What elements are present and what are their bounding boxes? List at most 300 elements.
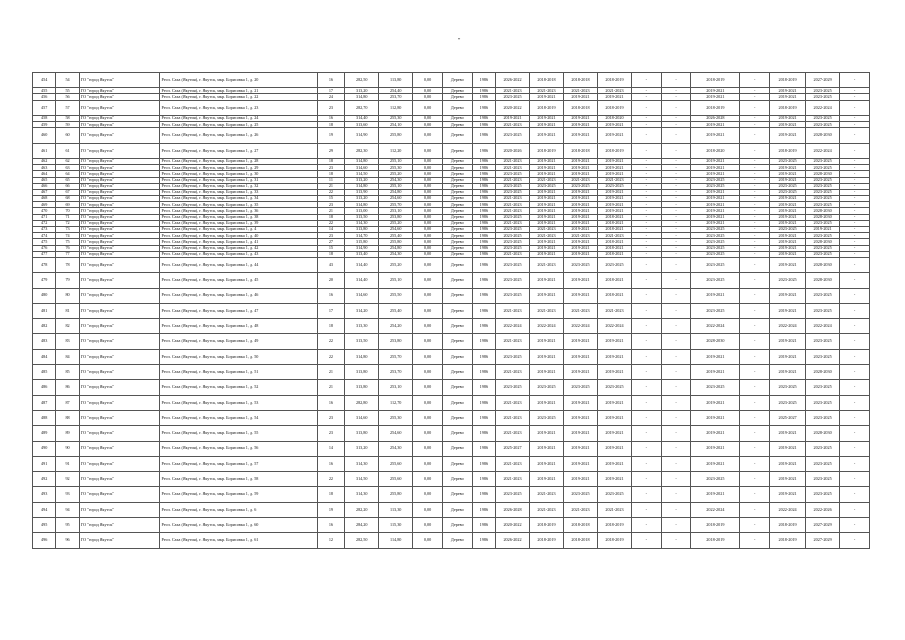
- table-cell: 1986: [472, 533, 495, 548]
- table-cell: ГО "город Якутск": [79, 115, 160, 121]
- table-cell: -: [840, 533, 870, 548]
- table-cell: -: [740, 183, 770, 189]
- table-cell: -: [840, 233, 870, 239]
- table-cell: 0,00: [413, 202, 443, 208]
- table-cell: -: [661, 245, 691, 251]
- table-cell: -: [840, 115, 870, 121]
- table-cell: 16: [317, 73, 345, 88]
- table-cell: 2019-2021: [770, 456, 806, 471]
- table-cell: -: [740, 410, 770, 425]
- table-cell: 2023-2025: [806, 395, 840, 410]
- table-cell: 459: [33, 122, 56, 128]
- table-cell: 2019-2021: [564, 158, 598, 164]
- table-cell: 254,80: [379, 245, 413, 251]
- table-cell: 313,30: [345, 319, 379, 334]
- table-cell: 454: [33, 73, 56, 88]
- table-cell: 2021-2023: [530, 487, 564, 502]
- table-cell: 1986: [472, 303, 495, 318]
- table-cell: 1986: [472, 288, 495, 303]
- table-cell: 112,20: [379, 143, 413, 158]
- table-cell: 2021-2023: [496, 165, 530, 171]
- table-cell: 0,00: [413, 303, 443, 318]
- table-cell: 2019-2021: [530, 441, 564, 456]
- table-cell: 255,20: [379, 257, 413, 272]
- table-cell: 463: [33, 165, 56, 171]
- table-row: [33, 288, 870, 303]
- table-cell: ГО "город Якутск": [79, 257, 160, 272]
- table-cell: -: [740, 472, 770, 487]
- table-cell: ГО "город Якутск": [79, 410, 160, 425]
- table-cell: ГО "город Якутск": [79, 365, 160, 380]
- table-cell: 2021-2023: [496, 472, 530, 487]
- table-cell: 313,80: [345, 227, 379, 233]
- table-cell: -: [661, 73, 691, 88]
- table-cell: -: [661, 303, 691, 318]
- table-cell: 2023-2025: [806, 189, 840, 195]
- table-cell: 2019-2021: [770, 196, 806, 202]
- table-cell: ГО "город Якутск": [79, 273, 160, 288]
- table-cell: 314,60: [345, 410, 379, 425]
- table-cell: 2019-2021: [770, 334, 806, 349]
- table-cell: 23: [317, 233, 345, 239]
- table-cell: -: [631, 456, 661, 471]
- table-cell: Респ. Саха (Якутия), г. Якутск, мкр. Борисовка 1, д. 32: [160, 183, 317, 189]
- table-cell: 2027-2029: [806, 533, 840, 548]
- table-cell: -: [661, 517, 691, 532]
- table-cell: -: [661, 122, 691, 128]
- table-cell: -: [840, 143, 870, 158]
- table-row: [33, 410, 870, 425]
- table-cell: 90: [56, 441, 79, 456]
- table-cell: 23: [317, 100, 345, 115]
- table-cell: 313,80: [345, 380, 379, 395]
- table-cell: 255,20: [379, 171, 413, 177]
- table-cell: 2018-2019: [770, 73, 806, 88]
- table-cell: 1986: [472, 189, 495, 195]
- table-cell: 63: [56, 165, 79, 171]
- table-cell: 2018-2021: [597, 288, 631, 303]
- table-cell: 2021-2023: [496, 410, 530, 425]
- table-cell: 255,30: [379, 410, 413, 425]
- table-cell: 112,80: [379, 100, 413, 115]
- table-cell: 65: [56, 177, 79, 183]
- table-cell: -: [840, 94, 870, 100]
- table-cell: 70: [56, 208, 79, 214]
- table-cell: 0,00: [413, 319, 443, 334]
- table-cell: Дерево: [442, 202, 472, 208]
- table-cell: 2022-2024: [770, 319, 806, 334]
- table-cell: 255,40: [379, 233, 413, 239]
- table-cell: 85: [56, 365, 79, 380]
- table-cell: -: [631, 143, 661, 158]
- table-cell: ГО "город Якутск": [79, 380, 160, 395]
- table-cell: 2019-2021: [530, 273, 564, 288]
- table-cell: -: [661, 472, 691, 487]
- table-cell: 2023-2025: [806, 456, 840, 471]
- table-cell: 254,30: [379, 251, 413, 257]
- table-cell: 2027-2029: [806, 73, 840, 88]
- table-cell: -: [840, 171, 870, 177]
- table-cell: 2019-2021: [770, 426, 806, 441]
- table-cell: 1986: [472, 183, 495, 189]
- table-cell: 0,00: [413, 100, 443, 115]
- table-cell: -: [840, 227, 870, 233]
- table-cell: 2019-2021: [691, 94, 740, 100]
- table-cell: Респ. Саха (Якутия), г. Якутск, мкр. Борисовка 1, д. 59: [160, 487, 317, 502]
- table-cell: 92: [56, 472, 79, 487]
- table-cell: 1986: [472, 100, 495, 115]
- table-cell: 253,70: [379, 94, 413, 100]
- table-cell: 2018-2019: [597, 143, 631, 158]
- table-cell: 2019-2021: [770, 122, 806, 128]
- table-cell: Респ. Саха (Якутия), г. Якутск, мкр. Борисовка 1, д. 34: [160, 196, 317, 202]
- table-cell: -: [840, 128, 870, 143]
- table-cell: 22: [317, 189, 345, 195]
- table-cell: 2019-2021: [597, 189, 631, 195]
- table-cell: 83: [56, 334, 79, 349]
- table-cell: 2021-2023: [496, 395, 530, 410]
- table-cell: -: [740, 208, 770, 214]
- table-cell: 2019-2021: [530, 365, 564, 380]
- table-cell: 314,40: [345, 273, 379, 288]
- table-cell: Респ. Саха (Якутия), г. Якутск, мкр. Борисовка 1, д. 55: [160, 426, 317, 441]
- table-cell: -: [740, 245, 770, 251]
- table-cell: 2021-2023: [496, 456, 530, 471]
- table-cell: 1986: [472, 171, 495, 177]
- table-cell: 1986: [472, 115, 495, 121]
- table-cell: ГО "город Якутск": [79, 177, 160, 183]
- table-cell: 2019-2021: [530, 220, 564, 226]
- table-cell: -: [661, 239, 691, 245]
- table-cell: 14: [317, 227, 345, 233]
- table-cell: -: [740, 143, 770, 158]
- table-cell: 455: [33, 88, 56, 94]
- table-cell: 1986: [472, 349, 495, 364]
- table-cell: 465: [33, 177, 56, 183]
- table-cell: 2021-2023: [496, 177, 530, 183]
- table-cell: -: [740, 380, 770, 395]
- table-row: [33, 334, 870, 349]
- table-cell: 255,80: [379, 487, 413, 502]
- table-cell: -: [631, 502, 661, 517]
- table-cell: 313,80: [345, 426, 379, 441]
- table-cell: 2021-2023: [496, 202, 530, 208]
- table-cell: 2023-2025: [691, 233, 740, 239]
- table-cell: -: [661, 502, 691, 517]
- table-cell: 1986: [472, 208, 495, 214]
- table-cell: -: [740, 456, 770, 471]
- table-cell: 2021-2023: [564, 88, 598, 94]
- table-row: [33, 273, 870, 288]
- table-cell: -: [740, 319, 770, 334]
- table-cell: 68: [56, 196, 79, 202]
- table-cell: 2019-2021: [597, 365, 631, 380]
- table-cell: -: [840, 273, 870, 288]
- table-cell: 2018-2019: [770, 100, 806, 115]
- table-cell: 2023-2025: [496, 171, 530, 177]
- table-cell: -: [840, 245, 870, 251]
- table-cell: -: [840, 88, 870, 94]
- table-cell: 476: [33, 245, 56, 251]
- table-cell: Дерево: [442, 487, 472, 502]
- table-cell: -: [661, 165, 691, 171]
- table-cell: ГО "город Якутск": [79, 122, 160, 128]
- table-cell: 0,00: [413, 227, 443, 233]
- table-cell: 313,20: [345, 196, 379, 202]
- table-cell: 80: [56, 288, 79, 303]
- table-cell: 2021-2023: [496, 303, 530, 318]
- table-cell: 95: [56, 517, 79, 532]
- table-cell: 2023-2025: [691, 303, 740, 318]
- table-cell: 2019-2021: [564, 220, 598, 226]
- table-cell: -: [840, 349, 870, 364]
- table-cell: Респ. Саха (Якутия), г. Якутск, мкр. Борисовка 1, д. 30: [160, 171, 317, 177]
- table-cell: ГО "город Якутск": [79, 100, 160, 115]
- table-cell: 2023-2025: [496, 273, 530, 288]
- table-cell: 0,00: [413, 189, 443, 195]
- table-cell: 2018-2019: [770, 517, 806, 532]
- table-cell: 2019-2021: [691, 128, 740, 143]
- table-cell: 483: [33, 334, 56, 349]
- table-cell: 21: [317, 208, 345, 214]
- table-cell: 255,10: [379, 158, 413, 164]
- table-cell: 2019-2021: [530, 426, 564, 441]
- table-cell: -: [740, 441, 770, 456]
- table-cell: -: [631, 472, 661, 487]
- table-cell: 0,00: [413, 502, 443, 517]
- table-cell: 2019-2021: [691, 88, 740, 94]
- table-cell: 1986: [472, 257, 495, 272]
- table-cell: 2023-2025: [770, 227, 806, 233]
- table-cell: 2023-2025: [806, 487, 840, 502]
- table-cell: 0,00: [413, 245, 443, 251]
- table-row: [33, 426, 870, 441]
- table-cell: -: [840, 288, 870, 303]
- table-cell: 2019-2021: [564, 472, 598, 487]
- table-cell: 282,50: [345, 533, 379, 548]
- table-cell: 2023-2025: [564, 487, 598, 502]
- table-cell: 2021-2023: [530, 177, 564, 183]
- table-cell: Респ. Саха (Якутия), г. Якутск, мкр. Борисовка 1, д. 39: [160, 220, 317, 226]
- table-cell: ГО "город Якутск": [79, 487, 160, 502]
- table-cell: -: [631, 319, 661, 334]
- table-cell: 2019-2021: [691, 487, 740, 502]
- table-row: [33, 456, 870, 471]
- table-cell: 2021-2023: [496, 122, 530, 128]
- table-cell: 2019-2021: [530, 115, 564, 121]
- table-cell: Респ. Саха (Якутия), г. Якутск, мкр. Борисовка 1, д. 56: [160, 441, 317, 456]
- table-cell: Дерево: [442, 334, 472, 349]
- table-cell: 2019-2021: [691, 122, 740, 128]
- table-cell: 2023-2025: [496, 239, 530, 245]
- table-cell: -: [840, 196, 870, 202]
- table-cell: 2019-2021: [530, 171, 564, 177]
- table-cell: -: [631, 334, 661, 349]
- table-cell: 313,20: [345, 441, 379, 456]
- table-cell: 2023-2025: [806, 410, 840, 425]
- table-cell: Респ. Саха (Якутия), г. Якутск, мкр. Борисовка 1, д. 41: [160, 239, 317, 245]
- table-cell: Респ. Саха (Якутия), г. Якутск, мкр. Борисовка 1, д. 54: [160, 410, 317, 425]
- table-cell: 2023-2025: [806, 303, 840, 318]
- table-cell: Респ. Саха (Якутия), г. Якутск, мкр. Борисовка 1, д. 24: [160, 115, 317, 121]
- table-cell: 489: [33, 426, 56, 441]
- table-cell: 2019-2021: [564, 171, 598, 177]
- table-cell: 2019-2021: [691, 456, 740, 471]
- table-row: [33, 380, 870, 395]
- table-cell: -: [840, 257, 870, 272]
- table-cell: 2019-2021: [530, 158, 564, 164]
- table-cell: 314,90: [345, 128, 379, 143]
- table-cell: 81: [56, 303, 79, 318]
- table-cell: 1986: [472, 456, 495, 471]
- table-cell: -: [840, 319, 870, 334]
- table-cell: -: [661, 183, 691, 189]
- table-cell: 253,80: [379, 214, 413, 220]
- table-cell: -: [661, 288, 691, 303]
- table-cell: 18: [317, 214, 345, 220]
- table-cell: 2022-2024: [806, 143, 840, 158]
- table-cell: 1986: [472, 196, 495, 202]
- table-cell: -: [631, 183, 661, 189]
- table-cell: 485: [33, 365, 56, 380]
- table-cell: 22: [317, 220, 345, 226]
- table-cell: Респ. Саха (Якутия), г. Якутск, мкр. Борисовка 1, д. 6: [160, 502, 317, 517]
- table-cell: Респ. Саха (Якутия), г. Якутск, мкр. Борисовка 1, д. 23: [160, 100, 317, 115]
- table-cell: 314,30: [345, 487, 379, 502]
- table-cell: 2019-2021: [691, 158, 740, 164]
- table-cell: 493: [33, 487, 56, 502]
- table-cell: 67: [56, 189, 79, 195]
- table-cell: 2023-2025: [496, 128, 530, 143]
- table-row: [33, 472, 870, 487]
- table-cell: ГО "город Якутск": [79, 233, 160, 239]
- table-cell: 0,00: [413, 73, 443, 88]
- table-cell: 313,90: [345, 189, 379, 195]
- table-cell: ГО "город Якутск": [79, 349, 160, 364]
- table-cell: 2023-2025: [806, 472, 840, 487]
- table-cell: -: [631, 115, 661, 121]
- table-cell: 2019-2021: [597, 349, 631, 364]
- table-cell: 254,80: [379, 189, 413, 195]
- table-cell: -: [840, 410, 870, 425]
- table-cell: 15: [317, 245, 345, 251]
- table-cell: ГО "город Якутск": [79, 334, 160, 349]
- table-cell: 1986: [472, 487, 495, 502]
- table-cell: -: [661, 94, 691, 100]
- table-cell: -: [840, 220, 870, 226]
- table-cell: Респ. Саха (Якутия), г. Якутск, мкр. Борисовка 1, д. 50: [160, 349, 317, 364]
- table-cell: 458: [33, 115, 56, 121]
- table-cell: 0,00: [413, 472, 443, 487]
- table-cell: 313,00: [345, 208, 379, 214]
- table-cell: -: [740, 177, 770, 183]
- table-cell: Респ. Саха (Якутия), г. Якутск, мкр. Борисовка 1, д. 51: [160, 365, 317, 380]
- table-cell: 2019-2021: [691, 196, 740, 202]
- table-cell: Респ. Саха (Якутия), г. Якутск, мкр. Борисовка 1, д. 26: [160, 128, 317, 143]
- table-cell: 314,50: [345, 171, 379, 177]
- table-cell: 2019-2021: [770, 245, 806, 251]
- table-cell: 1986: [472, 202, 495, 208]
- table-cell: 84: [56, 349, 79, 364]
- table-cell: -: [661, 115, 691, 121]
- table-cell: -: [840, 251, 870, 257]
- table-cell: 2019-2021: [564, 227, 598, 233]
- table-cell: -: [840, 208, 870, 214]
- table-cell: 2023-2025: [806, 158, 840, 164]
- table-cell: ГО "город Якутск": [79, 245, 160, 251]
- table-cell: 23: [317, 410, 345, 425]
- table-cell: 2021-2023: [496, 88, 530, 94]
- table-cell: 2023-2025: [806, 202, 840, 208]
- table-cell: -: [740, 128, 770, 143]
- table-cell: 466: [33, 183, 56, 189]
- table-cell: 2019-2021: [530, 251, 564, 257]
- table-cell: 58: [56, 115, 79, 121]
- table-cell: 2019-2021: [597, 165, 631, 171]
- table-row: [33, 349, 870, 364]
- table-cell: ГО "город Якутск": [79, 196, 160, 202]
- table-cell: 2023-2025: [806, 122, 840, 128]
- table-cell: -: [631, 227, 661, 233]
- table-cell: 96: [56, 533, 79, 548]
- table-cell: -: [740, 233, 770, 239]
- table-cell: 2021-2023: [530, 303, 564, 318]
- table-cell: 2018-2019: [530, 143, 564, 158]
- table-cell: -: [740, 94, 770, 100]
- table-cell: 2019-2021: [770, 202, 806, 208]
- table-cell: 113,80: [379, 73, 413, 88]
- table-cell: 2019-2021: [691, 349, 740, 364]
- table-cell: 18: [317, 171, 345, 177]
- table-cell: 0,00: [413, 88, 443, 94]
- table-cell: 2019-2021: [530, 196, 564, 202]
- table-cell: 2028-2030: [806, 273, 840, 288]
- table-cell: -: [740, 334, 770, 349]
- table-cell: ГО "город Якутск": [79, 73, 160, 88]
- table-cell: 2019-2021: [597, 472, 631, 487]
- table-cell: ГО "город Якутск": [79, 189, 160, 195]
- table-cell: 253,80: [379, 334, 413, 349]
- table-cell: Дерево: [442, 158, 472, 164]
- table-cell: -: [631, 239, 661, 245]
- table-cell: -: [631, 233, 661, 239]
- table-cell: 0,00: [413, 158, 443, 164]
- table-cell: 2021-2023: [496, 220, 530, 226]
- table-cell: 2019-2021: [691, 288, 740, 303]
- table-cell: 1986: [472, 251, 495, 257]
- table-cell: 29: [317, 143, 345, 158]
- table-cell: 2023-2025: [806, 94, 840, 100]
- table-cell: 23: [317, 426, 345, 441]
- table-cell: -: [631, 441, 661, 456]
- table-cell: 93: [56, 487, 79, 502]
- table-cell: 2019-2021: [530, 208, 564, 214]
- table-cell: 43: [317, 257, 345, 272]
- table-cell: 56: [56, 94, 79, 100]
- table-cell: 314,40: [345, 115, 379, 121]
- table-cell: 82: [56, 319, 79, 334]
- table-cell: Дерево: [442, 183, 472, 189]
- table-cell: 2028-2030: [806, 208, 840, 214]
- table-cell: Респ. Саха (Якутия), г. Якутск, мкр. Борисовка 1, д. 40: [160, 233, 317, 239]
- table-cell: -: [740, 165, 770, 171]
- table-cell: -: [631, 245, 661, 251]
- table-cell: 2019-2021: [597, 202, 631, 208]
- table-cell: 1986: [472, 143, 495, 158]
- table-cell: 2021-2023: [530, 502, 564, 517]
- table-cell: -: [661, 202, 691, 208]
- table-cell: 2018-2019: [770, 143, 806, 158]
